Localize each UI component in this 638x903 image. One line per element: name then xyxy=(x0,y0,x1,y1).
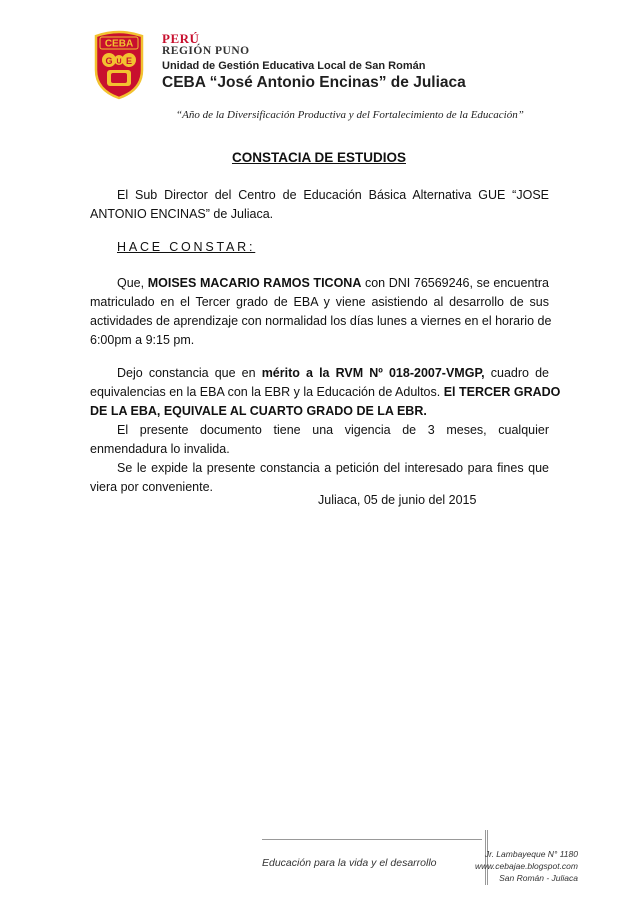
p3-text-c: cuadro de xyxy=(484,366,549,380)
footer-rule xyxy=(262,839,482,840)
svg-text:G: G xyxy=(105,56,113,66)
footer-slogan: Educación para la vida y el desarrollo xyxy=(262,857,437,869)
grade-equivalence-b: DE LA EBA, EQUIVALE AL CUARTO GRADO DE LA EBR. xyxy=(90,404,427,418)
p3-line2 xyxy=(90,383,561,402)
p3-line6: Se le expide la presente constancia a petición del interesado para fines que xyxy=(117,461,549,475)
p3-text-a: Dejo constancia que en xyxy=(117,366,262,380)
p3-line5: enmendadura lo invalida. xyxy=(90,442,230,456)
header-country: PERÚ xyxy=(162,31,200,46)
header-institution: CEBA “José Antonio Encinas” de Juliaca xyxy=(162,74,466,91)
hace-constar-heading xyxy=(117,240,255,254)
p3-line3 xyxy=(90,402,549,421)
p2-line4: 6:00pm a 9:15 pm. xyxy=(90,333,195,347)
rvm-reference: mérito a la RVM Nº 018-2007-VMGP, xyxy=(261,366,485,380)
year-motto: “Año de la Diversificación Productiva y del Fortalecimiento de la Educación” xyxy=(176,109,524,121)
document-title: CONSTACIA DE ESTUDIOS xyxy=(231,150,406,165)
p3-line7: viera por conveniente. xyxy=(90,480,213,494)
footer-city: San Román - Juliaca xyxy=(499,873,578,883)
logo-text: CEBA xyxy=(104,38,134,50)
p2-line3: actividades de aprendizaje con normalidad los días lunes a viernes en el horario de xyxy=(90,314,552,328)
p3-line1 xyxy=(90,364,549,383)
ceba-logo xyxy=(92,30,146,100)
hace-constar-text: HACE CONSTAR: xyxy=(117,240,256,254)
p3-text-d: equivalencias en la EBA con la EBR y la Educación de Adultos. xyxy=(90,385,444,399)
p2-text-a: Que, xyxy=(117,276,148,290)
svg-text:E: E xyxy=(125,56,133,66)
p1-line1: El Sub Director del Centro de Educación Básica Alternativa GUE “JOSE xyxy=(117,188,549,202)
footer-website: www.cebajae.blogspot.com xyxy=(474,861,578,871)
p2-text-b: con DNI 76569246, se encuentra xyxy=(361,276,549,290)
p2-line2: matriculado en el Tercer grado de EBA y viene asistiendo al desarrollo de sus xyxy=(90,295,549,309)
p1-line2: ANTONIO ENCINAS” de Juliaca. xyxy=(90,207,274,221)
header-region: REGIÓN PUNO xyxy=(162,45,250,57)
footer-address: Jr. Lambayeque N° 1180 xyxy=(484,849,578,859)
student-name: MOISES MACARIO RAMOS TICONA xyxy=(147,276,362,290)
svg-text:U: U xyxy=(116,58,122,66)
p2-line1 xyxy=(90,274,549,293)
grade-equivalence-a: El TERCER GRADO xyxy=(443,385,561,399)
header-ugel: Unidad de Gestión Educativa Local de San Román xyxy=(162,60,426,72)
issue-date: Juliaca, 05 de junio del 2015 xyxy=(318,493,477,507)
p3-line4: El presente documento tiene una vigencia de 3 meses, cualquier xyxy=(117,423,549,437)
